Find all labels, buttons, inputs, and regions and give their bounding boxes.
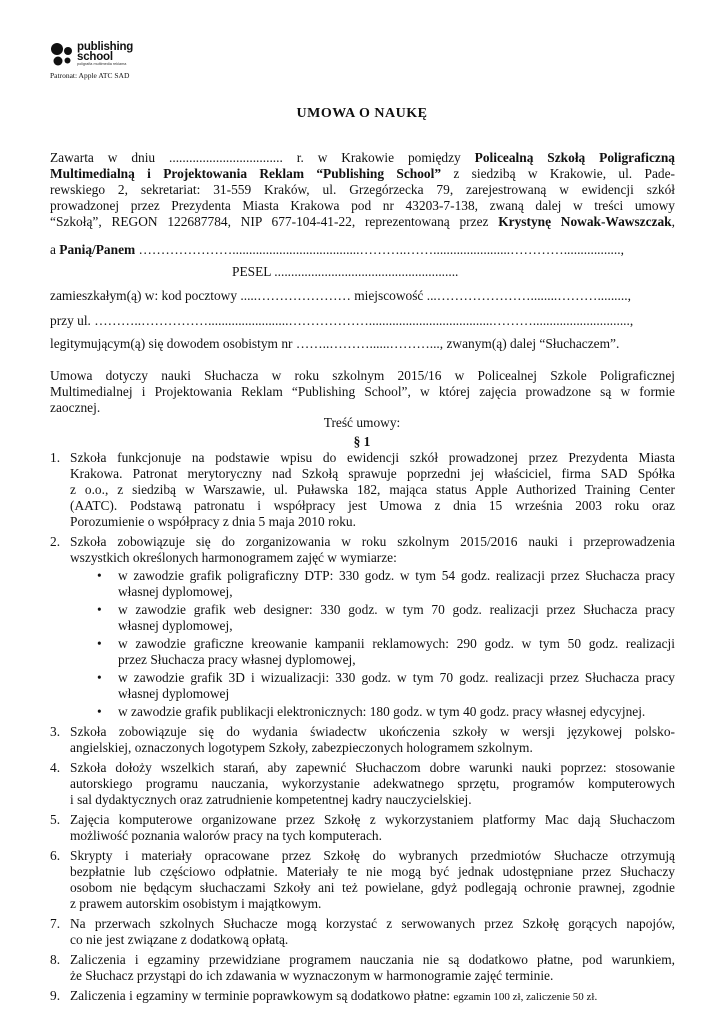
clause-line: z prawem autorskim osobistym i majątkowym. xyxy=(70,896,322,911)
logo-tagline: poligrafia multimedia reklama xyxy=(77,62,127,66)
bullet-item xyxy=(70,602,675,634)
clause-line: Na przerwach szkolnych Słuchacze mogą korzystać z serwowanych przez Szkołę gorących napojów, xyxy=(70,916,675,931)
bullet-item xyxy=(70,704,675,720)
bullet-line: w zawodzie grafik 3D i wizualizacji: 330 godz. w tym 70 godz. realizacji przez Słuchacza pracy xyxy=(118,670,675,685)
clause-line: Zaliczenia i egzaminy przewidziane programem nauczania nie są dodatkowo płatne, pod warunkiem, xyxy=(70,952,675,967)
clause-item xyxy=(50,916,675,948)
bullet-icon: • xyxy=(97,636,102,651)
scope-paragraph: Umowa dotyczy nauki Słuchacza w roku szkolnym 2015/16 w Policealnej Szkole Poligraficznej Multimedialnej i Projektowania Reklam “Publishing School”, w której zajęcia prowadzone są w formie zaocznej. xyxy=(50,368,675,415)
clause-number: 3. xyxy=(50,724,61,739)
bullet-icon: • xyxy=(97,568,102,583)
clause-line: Szkoła funkcjonuje na podstawie wpisu do ewidencji szkół prowadzonej przez Prezydenta Miasta xyxy=(70,450,675,465)
clause-item xyxy=(50,760,675,808)
clause-number: 7. xyxy=(50,916,61,931)
pesel-line: PESEL ....................................................... xyxy=(232,264,459,279)
clause-line: Krakowa. Patronat merytoryczny nad Szkołą sprawuje poprzedni jej właściciel, firma SAD Spółka xyxy=(70,466,675,481)
clause-line: Szkoła zobowiązuje się do zorganizowania w roku szkolnym 2015/2016 nauki i przeprowadzenia xyxy=(70,534,675,549)
clause-line: Zaliczenia i egzaminy w terminie poprawkowym są dodatkowo płatne: egzamin 100 zł, zaliczenie 50 zł. xyxy=(70,988,598,1003)
clause-number: 1. xyxy=(50,450,61,465)
clause-number: 9. xyxy=(50,988,61,1003)
intro-line-1: Zawarta w dniu .................................. r. w Krakowie pomiędzy Policealną Szkołą Poligraficzną xyxy=(50,150,675,165)
clause-line: angielskiej, oznaczonych logotypem Szkoły, zabezpieczonych hologramem szkolnym. xyxy=(70,740,533,755)
clause-number: 4. xyxy=(50,760,61,775)
clause-item xyxy=(50,952,675,984)
intro-line-4: prowadzonej przez Prezydenta Miasta Krakowa pod nr 43203-7-138, zwaną dalej w treści umowy xyxy=(50,198,675,213)
contract-clauses xyxy=(50,450,675,1004)
clause-line: autorskiego programu nauczania, wykorzystanie adekwatnego sprzętu, programów komputerowych xyxy=(70,776,675,791)
bullet-item xyxy=(70,670,675,702)
clause-number: 6. xyxy=(50,848,61,863)
intro-line-2: Multimedialną i Projektowania Reklam “Publishing School” z siedzibą w Krakowie, ul. Pade- xyxy=(50,166,675,181)
clause-line: Szkoła dołoży wszelkich starań, aby zapewnić Słuchaczom dobre warunki nauki poprzez: stosowanie xyxy=(70,760,675,775)
intro-line-5: “Szkołą”, REGON 122687784, NIP 677-104-41-22, reprezentowaną przez Krystynę Nowak-Wawszczak, xyxy=(50,214,675,229)
clause-line: bezpłatnie lub częściowo odpłatnie. Materiały te nie mogą być jednak udostępniane przez Słuchaczy xyxy=(70,864,675,879)
clause-line: możliwość poznania walorów pracy na tych komputerach. xyxy=(70,828,382,843)
clause-item xyxy=(50,988,675,1004)
clause-line: co nie jest związane z dodatkową opłatą. xyxy=(70,932,289,947)
intro-paragraph xyxy=(50,150,675,230)
tresc-label: Treść umowy: xyxy=(323,415,401,430)
clause-line: Porozumienie o współpracy z dnia 5 maja 2010 roku. xyxy=(70,514,356,529)
clause-line: z o.o., z siedzibą w Warszawie, ul. Puławska 182, mająca status Apple Authorized Training Center xyxy=(70,482,675,497)
patronat-note: Patronat: Apple ATC SAD xyxy=(50,71,137,80)
bullet-icon: • xyxy=(97,670,102,685)
bullet-icon: • xyxy=(97,602,102,617)
clause-item xyxy=(50,848,675,912)
clause-item xyxy=(50,450,675,530)
clause-line: i sal dydaktycznych oraz zatrudnienie kompetentnej kadry nauczycielskiej. xyxy=(70,792,472,807)
clause-line: osobom nie będącym słuchaczami Szkoły ani też powielane, gdyż podlegają ochronie prawnej, zgodnie xyxy=(70,880,675,895)
party-line: a Panią/Panem …………………......................................………..…….......................…………................., xyxy=(50,242,624,257)
bullet-line: w zawodzie grafik publikacji elektronicznych: 180 godz. w tym 40 godz. pracy własnej edycyjnej. xyxy=(118,704,646,719)
logo-circles-icon xyxy=(50,42,76,68)
clause-line: że Słuchacz przystąpi do ich zdawania w wyznaczonym w harmonogramie zajęć terminie. xyxy=(70,968,554,983)
street-line: przy ul. ………..……………........................……………….....................................………............................., xyxy=(50,313,634,328)
fee-note: egzamin 100 zł, zaliczenie 50 zł. xyxy=(453,991,598,1003)
bullet-line: przez Słuchacza pracy własnej dyplomowej, xyxy=(118,652,356,667)
section-label: § 1 xyxy=(353,434,371,449)
address-line: zamieszkałym(ą) w: kod pocztowy .....………………… miejscowość ...…………………........………........., xyxy=(50,288,631,303)
clause-number: 8. xyxy=(50,952,61,967)
bullet-icon: • xyxy=(97,704,102,719)
bullet-line: własnej dyplomowej, xyxy=(118,584,233,599)
bullet-line: własnej dyplomowej xyxy=(118,686,230,701)
clause-item xyxy=(50,812,675,844)
bullet-line: własnej dyplomowej, xyxy=(118,618,233,633)
bullet-line: w zawodzie grafik poligraficzny DTP: 330 godz. w tym 54 godz. realizacji przez Słuchacza pracy xyxy=(118,568,675,583)
apple-icon xyxy=(131,71,137,80)
clause-line: Szkoła zobowiązuje się do wydania świadectw ukończenia szkoły w wersji językowej polsko- xyxy=(70,724,675,739)
bullet-item xyxy=(70,568,675,600)
clause-line: Skrypty i materiały opracowane przez Szkołę do wybranych przedmiotów Słuchacze otrzymują xyxy=(70,848,675,863)
document-title: UMOWA O NAUKĘ xyxy=(296,106,428,121)
clause-item xyxy=(50,534,675,720)
clause-line: wszystkich określonych harmonogramem zajęć w wymiarze: xyxy=(70,550,397,565)
clause-line: (AATC). Podstawą patronatu i współpracy jest Umowa z dnia 15 września 2003 roku oraz xyxy=(70,498,675,513)
id-line: legitymującym(ą) się dowodem osobistym nr ……..………......………..., zwanym(ą) dalej “Słuchaczem”. xyxy=(50,336,620,351)
bullet-line: w zawodzie graficzne kreowanie kampanii reklamowych: 290 godz. w tym 50 godz. realizacji xyxy=(118,636,675,651)
bullet-line: w zawodzie grafik web designer: 330 godz. w tym 70 godz. realizacji przez Słuchacza pracy xyxy=(118,602,675,617)
bullet-item xyxy=(70,636,675,668)
logo-wordmark xyxy=(77,42,133,67)
clause-number: 2. xyxy=(50,534,61,549)
logo-name-line2: school xyxy=(77,51,113,63)
clause-line: Zajęcia komputerowe organizowane przez Szkołę z wykorzystaniem platformy Mac dają Słuchaczom xyxy=(70,812,675,827)
clause-item xyxy=(50,724,675,756)
clause-number: 5. xyxy=(50,812,61,827)
intro-line-3: rewskiego 2, sekretariat: 31-559 Kraków, ul. Grzegórzecka 79, zarejestrowaną w ewidencji szkół xyxy=(50,182,675,197)
logo-name-line1: publishing xyxy=(77,41,134,53)
